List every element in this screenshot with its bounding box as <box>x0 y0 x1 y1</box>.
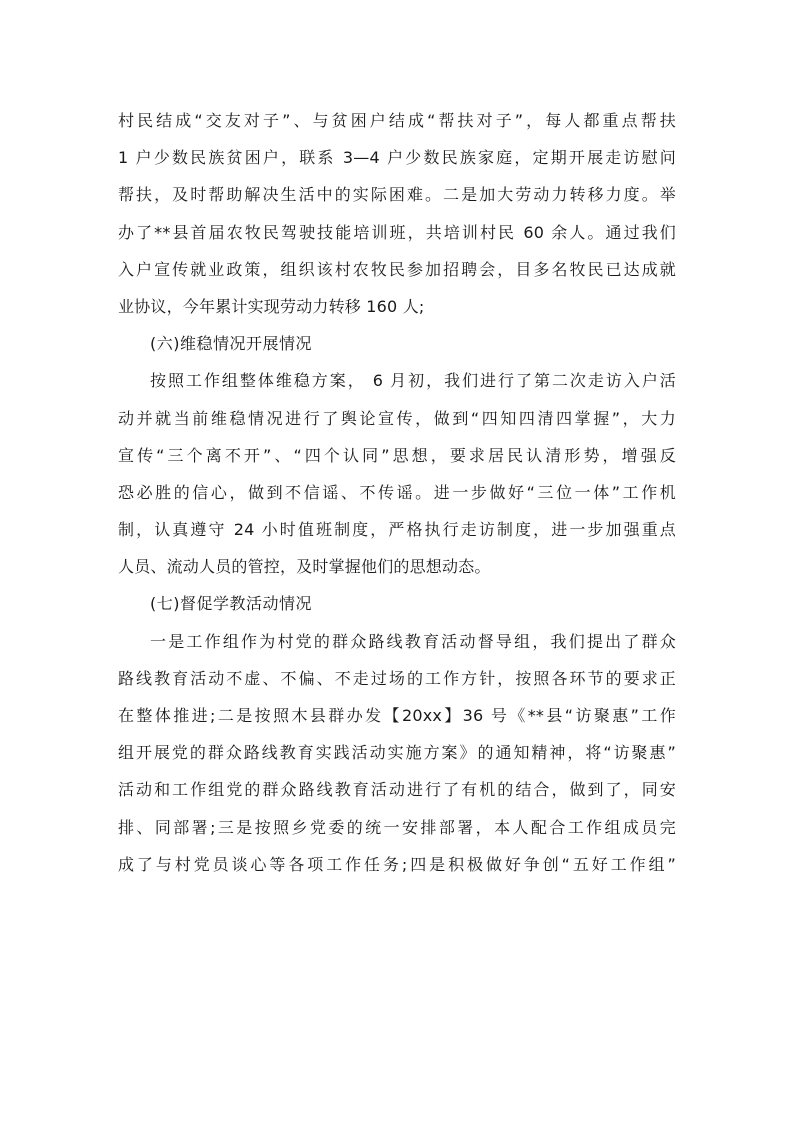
paragraph-line: 人员、流动人员的管控，及时掌握他们的思想动态。 <box>118 557 491 577</box>
paragraph-line: 恐必胜的信心，做到不信谣、不传谣。进一步做好“三位一体”工作机 <box>118 482 676 502</box>
paragraph-line: 在整体推进;二是按照木县群办发【20xx】36 号《**县“访聚惠”工作 <box>118 706 676 725</box>
paragraph-line: 入户宣传就业政策，组织该村农牧民参加招聘会，目多名牧民已达成就 <box>118 259 676 279</box>
paragraph-line: 1 户少数民族贫困户，联系 3—4 户少数民族家庭，定期开展走访慰问 <box>118 148 676 168</box>
paragraph-line: 动并就当前维稳情况进行了舆论宣传，做到“四知四清四掌握”，大力 <box>118 408 676 428</box>
section-heading: (七)督促学教活动情况 <box>150 594 312 614</box>
paragraph-line: 按照工作组整体维稳方案， 6 月初，我们进行了第二次走访入户活 <box>150 371 676 391</box>
paragraph-line: 排、同部署;三是按照乡党委的统一安排部署，本人配合工作组成员完 <box>118 817 676 837</box>
paragraph-line: 制，认真遵守 24 小时值班制度，严格执行走访制度，进一步加强重点 <box>118 520 676 540</box>
section-heading: (六)维稳情况开展情况 <box>150 334 312 354</box>
paragraph-line: 办了**县首届农牧民驾驶技能培训班，共培训村民 60 余人。通过我们 <box>118 222 676 242</box>
paragraph-line: 帮扶，及时帮助解决生活中的实际困难。二是加大劳动力转移力度。举 <box>118 185 676 205</box>
paragraph-line: 成了与村党员谈心等各项工作任务;四是积极做好争创“五好工作组” <box>118 854 676 874</box>
paragraph-line: 一是工作组作为村党的群众路线教育活动督导组，我们提出了群众 <box>150 631 676 651</box>
paragraph-line: 路线教育活动不虚、不偏、不走过场的工作方针，按照各环节的要求正 <box>118 668 676 688</box>
document-body <box>118 102 676 883</box>
paragraph-line: 活动和工作组党的群众路线教育活动进行了有机的结合，做到了，同安 <box>118 780 676 800</box>
paragraph-line: 村民结成“交友对子”、与贫困户结成“帮扶对子”，每人都重点帮扶 <box>118 111 676 130</box>
paragraph-line: 业协议，今年累计实现劳动力转移 160 人; <box>118 296 425 316</box>
paragraph-line: 宣传“三个离不开”、“四个认同”思想，要求居民认清形势，增强反 <box>118 445 676 465</box>
paragraph-line: 组开展党的群众路线教育实践活动实施方案》的通知精神，将“访聚惠” <box>118 743 676 763</box>
